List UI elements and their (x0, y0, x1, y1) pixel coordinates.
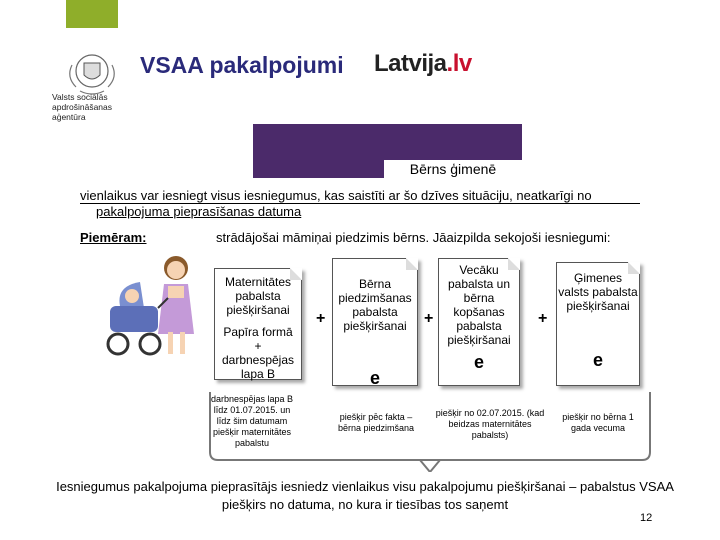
card-note: darbnespējas lapa B līdz 01.07.2015. un līdz šim datumam piešķir maternitātes pabalstu (210, 394, 294, 448)
e-service-badge: e (369, 368, 380, 388)
org-name: Valsts sociālās apdrošināšanas aģentūra (52, 92, 113, 122)
e-service-badge: e (473, 352, 484, 372)
card-note: piešķir no 02.07.2015. (kad beidzas maternitātes pabalsts) (435, 408, 545, 440)
card-note: piešķir no bērna 1 gada vecuma (562, 412, 634, 433)
page-title: VSAA pakalpojumi (140, 52, 344, 78)
brand-logo (374, 50, 472, 78)
card-birth-benefit (332, 258, 418, 386)
card-title: Vecāku pabalsta un bērna kopšanas pabalsta piešķiršanai (447, 263, 511, 347)
card-format-doc: darbnespējas lapa B (221, 353, 295, 381)
plus-sign: + (538, 310, 548, 327)
plus-sign: + (316, 310, 326, 327)
header-accent-bar (66, 0, 118, 28)
summary-text: Iesniegumus pakalpojuma pieprasītājs iesniedz vienlaikus visu pakalpojumu piešķiršanai – pabalstus VSAA piešķirs no datuma, no kura ir tiesības tos saņemt (56, 479, 674, 512)
example-label: Piemēram: (80, 230, 147, 245)
card-note: piešķir pēc fakta – bērna piedzimšana (337, 412, 415, 433)
intro-text-2: pakalpojuma pieprasīšanas datuma (96, 204, 302, 219)
example-text: strādājošai māmiņai piedzimis bērns. Jāaizpilda sekojoši iesniegumi: (216, 230, 611, 245)
card-format-plus: + (254, 339, 262, 353)
mother-with-baby-illustration (80, 252, 210, 370)
grouping-bracket (200, 392, 660, 472)
card-family-benefit (556, 262, 640, 386)
card-title: Maternitātes pabalsta piešķiršanai (224, 275, 292, 317)
intro-text: vienlaikus var iesniegt visus iesniegumus, kas saistīti ar šo dzīves situāciju, neatkarīgi no (80, 188, 640, 204)
page-number: 12 (640, 512, 653, 524)
card-parental-benefit (438, 258, 520, 386)
card-title: Bērna piedzimšanas pabalsta piešķiršanai (338, 277, 412, 333)
card-maternity-benefit (214, 268, 302, 380)
e-service-badge: e (592, 350, 603, 370)
situation-label: Bērns ģimenē (384, 160, 522, 178)
brand-main: Latvija (374, 50, 447, 77)
card-title: Ģimenes valsts pabalsta piešķiršanai (558, 271, 638, 313)
card-format: Papīra formā (223, 325, 293, 339)
plus-sign: + (424, 310, 434, 327)
brand-suffix: .lv (446, 50, 472, 77)
